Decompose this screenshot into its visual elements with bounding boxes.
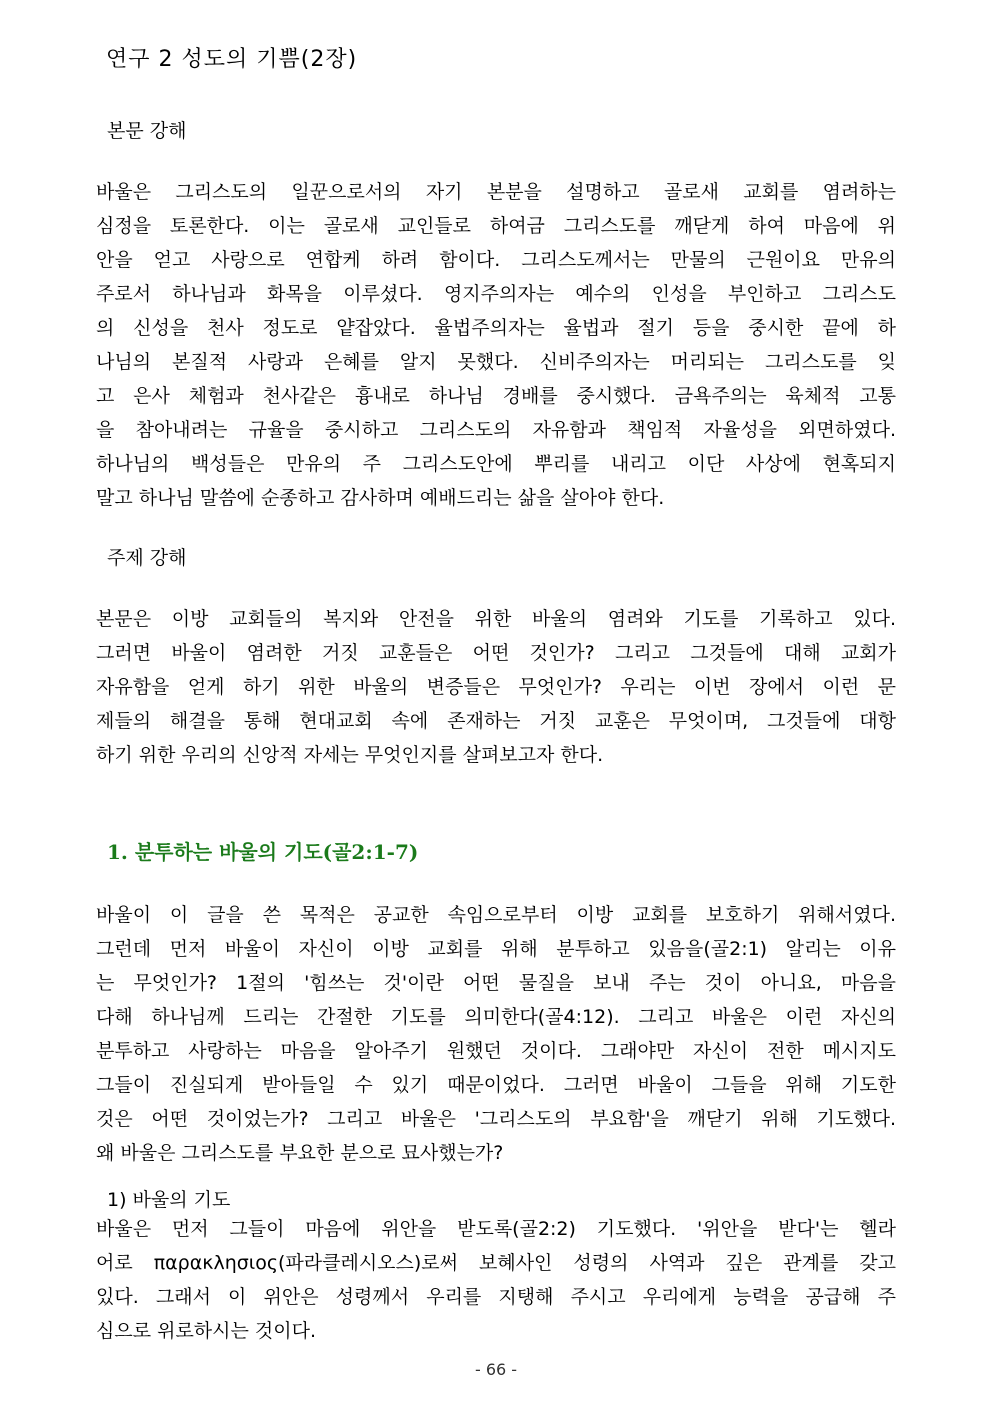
- paragraph-line: 어로 παρακλησιος(파라클레시오스)로써 보혜사인 성령의 사역과 깊은 관계를 갖고: [96, 1252, 896, 1274]
- paragraph-line: 그들이 진실되게 받아들일 수 있기 때문이었다. 그러면 바울이 그들을 위해 기도한: [96, 1074, 896, 1096]
- paragraph-text-exposition: [96, 175, 896, 515]
- page-title: 연구 2 성도의 기쁨(2장): [106, 47, 358, 72]
- section-heading-text-exposition: 본문 강해: [107, 120, 187, 142]
- paragraph-line: 하나님의 백성들은 만유의 주 그리스도안에 뿌리를 내리고 이단 사상에 현혹되지: [96, 453, 896, 475]
- paragraph-theme-exposition: [96, 602, 896, 772]
- paragraph-line: 나님의 본질적 사랑과 은혜를 알지 못했다. 신비주의자는 머리되는 그리스도를 잊: [96, 351, 896, 373]
- paragraph-line: 다해 하나님께 드리는 간절한 기도를 의미한다(골4:12). 그리고 바울은 이런 자신의: [96, 1006, 896, 1028]
- paragraph-line: 것은 어떤 것이었는가? 그리고 바울은 '그리스도의 부요함'을 깨닫기 위해 기도했다.: [96, 1108, 896, 1130]
- paragraph-line: 본문은 이방 교회들의 복지와 안전을 위한 바울의 염려와 기도를 기록하고 있다.: [96, 608, 896, 630]
- paragraph-line: 하기 위한 우리의 신앙적 자세는 무엇인지를 살펴보고자 한다.: [96, 744, 604, 766]
- paragraph-paul-prayer: [96, 898, 896, 1170]
- paragraph-line: 주로서 하나님과 화목을 이루셨다. 영지주의자는 예수의 인성을 부인하고 그리스도: [96, 283, 896, 305]
- paragraph-line: 심정을 토론한다. 이는 골로새 교인들로 하여금 그리스도를 깨닫게 하여 마음에 위: [96, 215, 896, 237]
- section-heading-theme-exposition: 주제 강해: [107, 547, 187, 569]
- paragraph-line: 분투하고 사랑하는 마음을 알아주기 원했던 것이다. 그래야만 자신이 전한 메시지도: [96, 1040, 896, 1062]
- paragraph-line: 심으로 위로하시는 것이다.: [96, 1320, 317, 1342]
- paragraph-line: 바울이 이 글을 쓴 목적은 공교한 속임으로부터 이방 교회를 보호하기 위해서였다.: [96, 904, 896, 926]
- paragraph-line: 고 은사 체험과 천사같은 흉내로 하나님 경배를 중시했다. 금욕주의는 육체적 고통: [96, 385, 896, 407]
- paragraph-line: 말고 하나님 말씀에 순종하고 감사하며 예배드리는 삶을 살아야 한다.: [96, 487, 665, 509]
- paragraph-line: 있다. 그래서 이 위안은 성령께서 우리를 지탱해 주시고 우리에게 능력을 공급해 주: [96, 1286, 896, 1308]
- paragraph-line: 자유함을 얻게 하기 위한 바울의 변증들은 무엇인가? 우리는 이번 장에서 이런 문: [96, 676, 896, 698]
- paragraph-line: 을 참아내려는 규율을 중시하고 그리스도의 자유함과 책임적 자율성을 외면하였다.: [96, 419, 896, 441]
- paragraph-paul-prayer-detail: [96, 1212, 896, 1348]
- paragraph-line: 바울은 먼저 그들이 마음에 위안을 받도록(골2:2) 기도했다. '위안을 받다'는 헬라: [96, 1218, 896, 1240]
- paragraph-line: 그런데 먼저 바울이 자신이 이방 교회를 위해 분투하고 있음을(골2:1) 알리는 이유: [96, 938, 896, 960]
- paragraph-line: 의 신성을 천사 정도로 얕잡았다. 율법주의자는 율법과 절기 등을 중시한 끝에 하: [96, 317, 896, 339]
- paragraph-line: 안을 얻고 사랑으로 연합케 하려 함이다. 그리스도께서는 만물의 근원이요 만유의: [96, 249, 896, 271]
- paragraph-line: 왜 바울은 그리스도를 부요한 분으로 묘사했는가?: [96, 1142, 504, 1164]
- page-number: - 66 -: [474, 1360, 518, 1379]
- section-heading-paul-prayer: 1. 분투하는 바울의 기도(골2:1-7): [107, 840, 419, 864]
- paragraph-line: 그러면 바울이 염려한 거짓 교훈들은 어떤 것인가? 그리고 그것들에 대해 교회가: [96, 642, 896, 664]
- paragraph-line: 바울은 그리스도의 일꾼으로서의 자기 본분을 설명하고 골로새 교회를 염려하는: [96, 181, 896, 203]
- paragraph-line: 제들의 해결을 통해 현대교회 속에 존재하는 거짓 교훈은 무엇이며, 그것들에 대항: [96, 710, 896, 732]
- subsection-heading-paul-prayer: 1) 바울의 기도: [107, 1189, 231, 1211]
- paragraph-line: 는 무엇인가? 1절의 '힘쓰는 것'이란 어떤 물질을 보내 주는 것이 아니요, 마음을: [96, 972, 896, 994]
